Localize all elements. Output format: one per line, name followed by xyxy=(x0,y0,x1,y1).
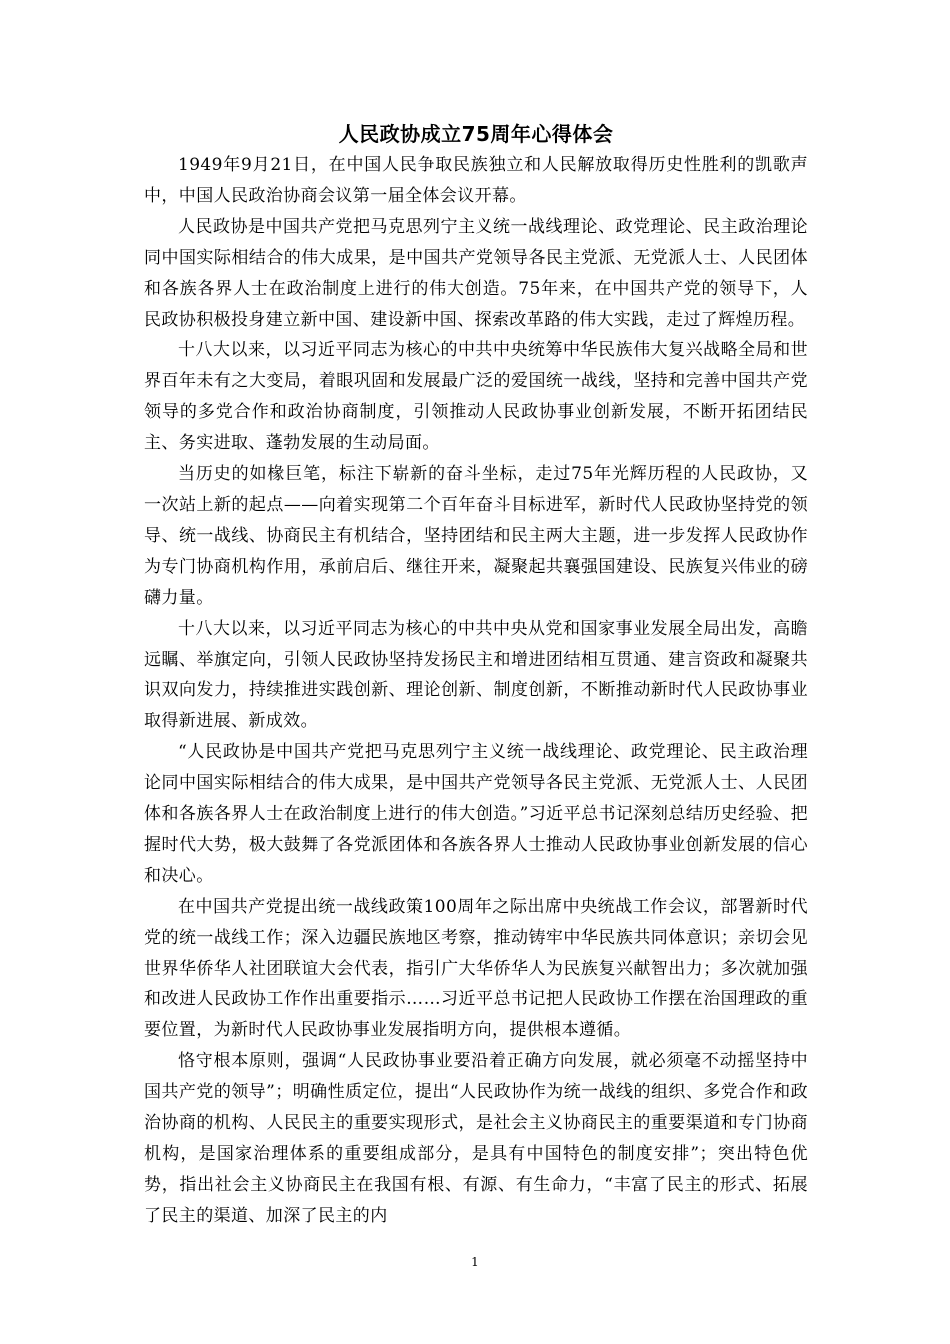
document-body xyxy=(144,118,808,1232)
page-number: 1 xyxy=(471,1255,479,1269)
document-title: 人民政协成立75周年心得体会 xyxy=(338,122,614,146)
paragraph-6: “人民政协是中国共产党把马克思列宁主义统一战线理论、政党理论、民主政治理论同中国实际相结合的伟大成果，是中国共产党领导各民主党派、无党派人士、人民团体和各族各界人士在政治制度上进行的伟大创造。”习近平总书记深刻总结历史经验、把握时代大势，极大鼓舞了各党派团体和各族各界人士推动人民政协事业创新发展的信心和决心。 xyxy=(144,742,808,886)
paragraph-4: 当历史的如椽巨笔，标注下崭新的奋斗坐标，走过75年光辉历程的人民政协，又一次站上新的起点——向着实现第二个百年奋斗目标进军，新时代人民政协坚持党的领导、统一战线、协商民主有机结合，坚持团结和民主两大主题，进一步发挥人民政协作为专门协商机构作用，承前启后、继往开来，凝聚起共襄强国建设、民族复兴伟业的磅礴力量。 xyxy=(144,464,808,608)
paragraph-3: 十八大以来，以习近平同志为核心的中共中央统筹中华民族伟大复兴战略全局和世界百年未有之大变局，着眼巩固和发展最广泛的爱国统一战线，坚持和完善中国共产党领导的多党合作和政治协商制度，引领推动人民政协事业创新发展，不断开拓团结民主、务实进取、蓬勃发展的生动局面。 xyxy=(144,340,808,454)
paragraph-7: 在中国共产党提出统一战线政策100周年之际出席中央统战工作会议，部署新时代党的统一战线工作；深入边疆民族地区考察，推动铸牢中华民族共同体意识；亲切会见世界华侨华人社团联谊大会代表，指引广大华侨华人为民族复兴献智出力；多次就加强和改进人民政协工作作出重要指示……习近平总书记把人民政协工作摆在治国理政的重要位置，为新时代人民政协事业发展指明方向，提供根本遵循。 xyxy=(144,896,808,1041)
paragraph-5: 十八大以来，以习近平同志为核心的中共中央从党和国家事业发展全局出发，高瞻远瞩、举旗定向，引领人民政协坚持发扬民主和增进团结相互贯通、建言资政和凝聚共识双向发力，持续推进实践创新、理论创新、制度创新，不断推动新时代人民政协事业取得新进展、新成效。 xyxy=(144,618,808,732)
paragraph-8: 恪守根本原则，强调“人民政协事业要沿着正确方向发展，就必须毫不动摇坚持中国共产党的领导”；明确性质定位，提出“人民政协作为统一战线的组织、多党合作和政治协商的机构、人民民主的重要实现形式，是社会主义协商民主的重要渠道和专门协商机构，是国家治理体系的重要组成部分，是具有中国特色的制度安排”；突出特色优势，指出社会主义协商民主在我国有根、有源、有生命力，“丰富了民主的形式、拓展了民主的渠道、加深了民主的内 xyxy=(144,1051,808,1226)
paragraph-2: 人民政协是中国共产党把马克思列宁主义统一战线理论、政党理论、民主政治理论同中国实际相结合的伟大成果，是中国共产党领导各民主党派、无党派人士、人民团体和各族各界人士在政治制度上进行的伟大创造。75年来，在中国共产党的领导下，人民政协积极投身建立新中国、建设新中国、探索改革路的伟大实践，走过了辉煌历程。 xyxy=(144,216,808,330)
paragraph-1: 1949年9月21日，在中国人民争取民族独立和人民解放取得历史性胜利的凯歌声中，中国人民政治协商会议第一届全体会议开幕。 xyxy=(144,155,808,206)
